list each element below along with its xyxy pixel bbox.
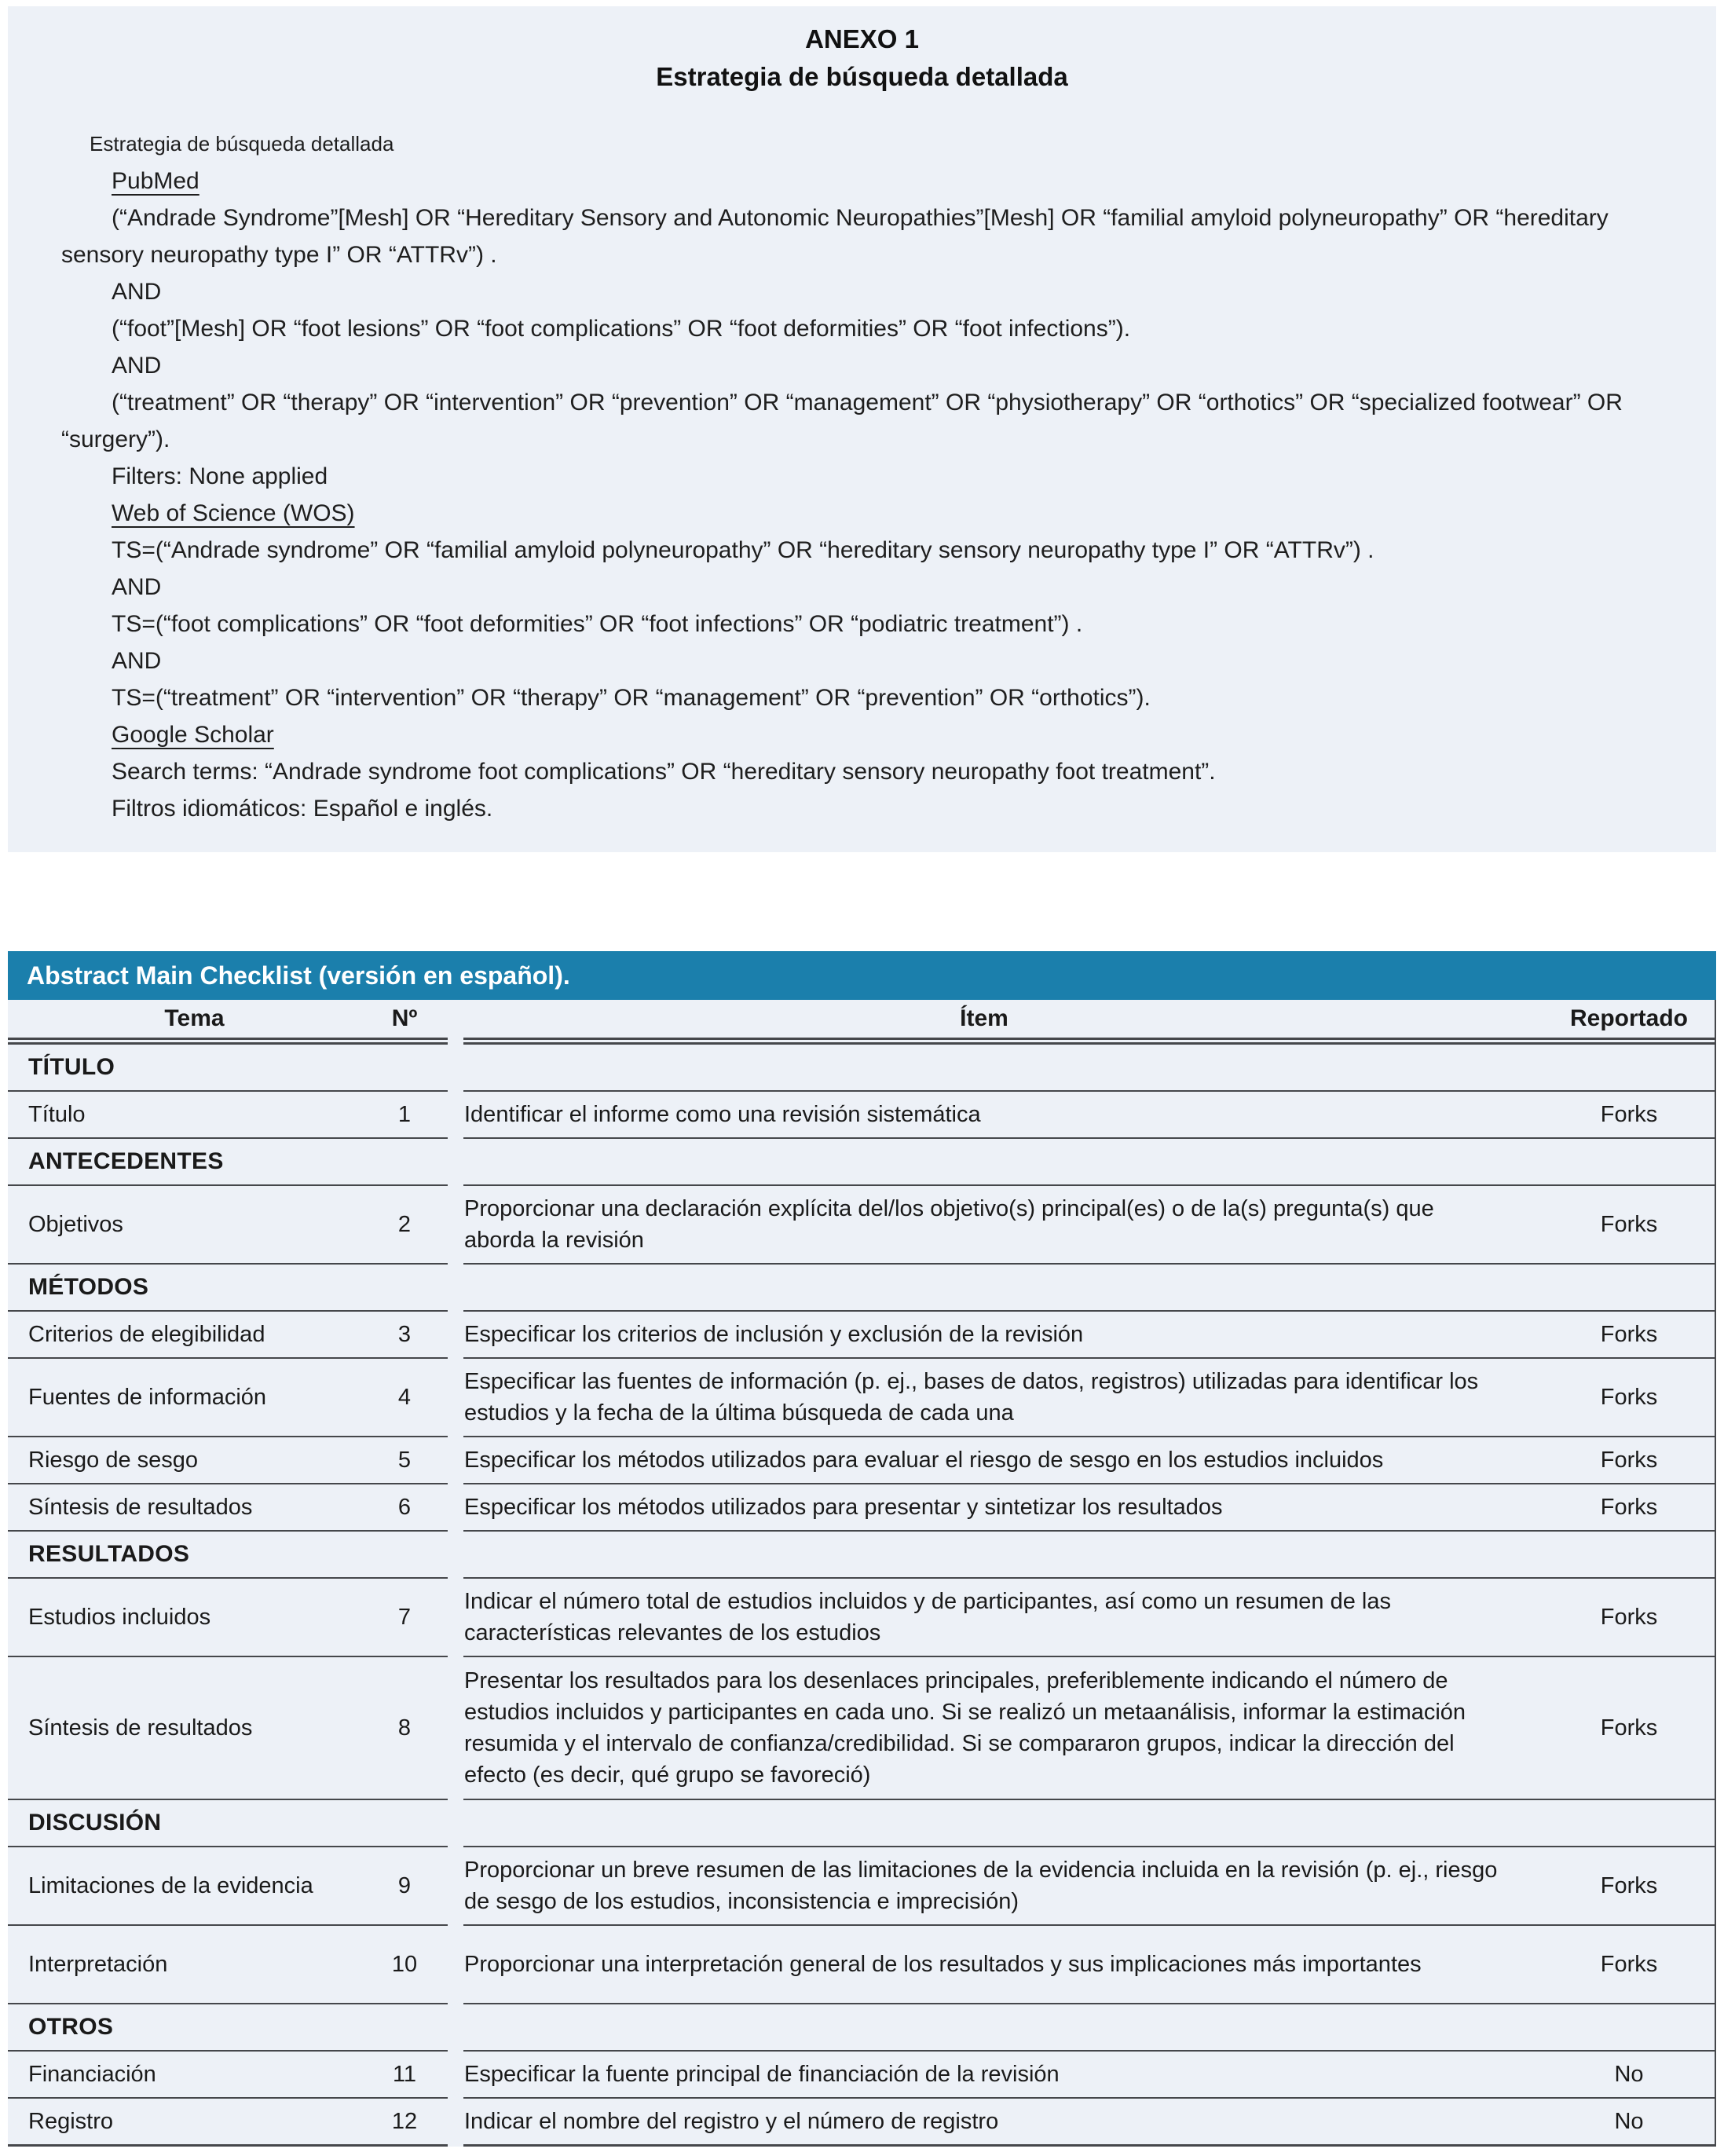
section-label: DISCUSIÓN [8,1799,448,1846]
section-row-titulo [8,1045,1715,1090]
column-header-tema: Tema [8,1000,361,1045]
strategy-caption: Estrategia de búsqueda detallada [90,132,394,156]
cell-item: Especificar la fuente principal de financiación de la revisión [463,2050,1543,2097]
table-row [8,1924,1715,2003]
column-spacer [448,1656,463,1799]
cell-reportado: Forks [1543,1310,1715,1357]
table-row [8,1184,1715,1263]
strategy-line: Filtros idiomáticos: Español e inglés. [112,796,493,822]
cell-item: Presentar los resultados para los desenlaces principales, preferiblemente indicando el número de estudios incluidos y participantes en cada uno. Si se realizó un metaanálisis, informar la estimación resumida y el intervalo de confianza/credibilidad. Si se compararon grupos, indicar la dirección del efecto (es decir, qué grupo se favoreció) [463,1656,1543,1799]
table-row [8,1483,1715,1530]
column-spacer [448,1530,463,1577]
cell-tema: Estudios incluidos [8,1577,361,1656]
table-row [8,1090,1715,1137]
column-spacer [448,1799,463,1846]
database-heading-wos: Web of Science (WOS) [112,500,355,526]
cell-item: Especificar las fuentes de información (p. ej., bases de datos, registros) utilizadas para identificar los estudios y la fecha de la última búsqueda de cada una [463,1357,1543,1436]
cell-tema: Financiación [8,2050,361,2097]
strategy-line: Search terms: “Andrade syndrome foot complications” OR “hereditary sensory neuropathy foot treatment”. [112,759,1216,785]
section-label: MÉTODOS [8,1263,448,1310]
strategy-line: (“treatment” OR “therapy” OR “intervention” OR “prevention” OR “management” OR “physiotherapy” OR “orthotics” OR “specialized footwear” OR “surgery”). [61,390,1623,452]
cell-num: 5 [361,1436,448,1483]
cell-num: 2 [361,1184,448,1263]
cell-reportado: No [1543,2050,1715,2097]
cell-reportado: Forks [1543,1090,1715,1137]
table-row [8,1577,1715,1656]
cell-tema: Interpretación [8,1924,361,2003]
strategy-line: TS=(“foot complications” OR “foot deformities” OR “foot infections” OR “podiatric treatment”) . [112,611,1083,637]
cell-num: 10 [361,1924,448,2003]
column-header-reportado: Reportado [1543,1000,1715,1045]
table-row [8,2097,1715,2147]
cell-num: 4 [361,1357,448,1436]
cell-num: 12 [361,2097,448,2147]
cell-reportado: No [1543,2097,1715,2147]
cell-item: Indicar el nombre del registro y el número de registro [463,2097,1543,2147]
cell-num: 9 [361,1846,448,1924]
strategy-line: AND [112,353,162,379]
cell-tema: Síntesis de resultados [8,1483,361,1530]
column-spacer [448,1137,463,1184]
section-row-otros [8,2003,1715,2050]
annex-title: ANEXO 1 [805,24,919,53]
cell-item: Proporcionar una interpretación general de los resultados y sus implicaciones más importantes [463,1924,1543,2003]
column-spacer [448,1577,463,1656]
column-spacer [448,1436,463,1483]
column-spacer [448,1483,463,1530]
strategy-line: TS=(“Andrade syndrome” OR “familial amyloid polyneuropathy” OR “hereditary sensory neuropathy type I” OR “ATTRv”) . [112,537,1374,563]
section-label: ANTECEDENTES [8,1137,448,1184]
cell-tema: Síntesis de resultados [8,1656,361,1799]
cell-tema: Criterios de elegibilidad [8,1310,361,1357]
section-label: RESULTADOS [8,1530,448,1577]
table-header-row [8,1000,1715,1045]
cell-num: 1 [361,1090,448,1137]
cell-item: Proporcionar un breve resumen de las limitaciones de la evidencia incluida en la revisión (p. ej., riesgo de sesgo de los estudios, inconsistencia e imprecisión) [463,1846,1543,1924]
column-spacer [448,2003,463,2050]
cell-reportado: Forks [1543,1656,1715,1799]
section-row-antecedentes [8,1137,1715,1184]
cell-item: Especificar los métodos utilizados para evaluar el riesgo de sesgo en los estudios incluidos [463,1436,1543,1483]
cell-reportado: Forks [1543,1436,1715,1483]
column-spacer [448,1846,463,1924]
cell-reportado: Forks [1543,1577,1715,1656]
cell-tema: Fuentes de información [8,1357,361,1436]
section-row-resultados [8,1530,1715,1577]
strategy-line [61,716,1685,753]
cell-reportado: Forks [1543,1483,1715,1530]
column-spacer [448,1045,463,1090]
column-spacer [448,1184,463,1263]
table-row [8,1357,1715,1436]
column-spacer [448,1263,463,1310]
column-spacer [448,1310,463,1357]
strategy-line: (“Andrade Syndrome”[Mesh] OR “Hereditary Sensory and Autonomic Neuropathies”[Mesh] OR “familial amyloid polyneuropathy” OR “hereditary sensory neuropathy type I” OR “ATTRv”) . [61,205,1609,268]
table-title-bar: Abstract Main Checklist (versión en español). [8,951,1716,1000]
cell-num: 8 [361,1656,448,1799]
section-label: OTROS [8,2003,448,2050]
cell-item: Indicar el número total de estudios incluidos y de participantes, así como un resumen de las características relevantes de los estudios [463,1577,1543,1656]
column-spacer [448,2097,463,2147]
annex-panel [8,6,1716,852]
column-spacer [448,1357,463,1436]
cell-item: Proporcionar una declaración explícita del/los objetivo(s) principal(es) o de la(s) pregunta(s) que aborda la revisión [463,1184,1543,1263]
cell-num: 7 [361,1577,448,1656]
cell-item: Especificar los métodos utilizados para presentar y sintetizar los resultados [463,1483,1543,1530]
strategy-line: TS=(“treatment” OR “intervention” OR “therapy” OR “management” OR “prevention” OR “orthotics”). [112,685,1151,711]
table-row [8,2050,1715,2097]
cell-tema: Título [8,1090,361,1137]
table-row [8,1846,1715,1924]
cell-item: Especificar los criterios de inclusión y exclusión de la revisión [463,1310,1543,1357]
database-heading-google-scholar: Google Scholar [112,722,274,748]
column-spacer [448,1000,463,1045]
cell-reportado: Forks [1543,1357,1715,1436]
section-row-discusion [8,1799,1715,1846]
strategy-line: AND [112,648,162,674]
cell-tema: Registro [8,2097,361,2147]
column-header-item: Ítem [463,1000,1543,1045]
annex-subtitle: Estrategia de búsqueda detallada [656,62,1068,91]
checklist-table [8,1000,1716,2147]
strategy-line: AND [112,279,162,305]
section-row-metodos [8,1263,1715,1310]
strategy-line [61,495,1685,532]
cell-num: 3 [361,1310,448,1357]
cell-tema: Riesgo de sesgo [8,1436,361,1483]
column-header-num: Nº [361,1000,448,1045]
search-strategy-block [36,126,1688,827]
cell-tema: Limitaciones de la evidencia [8,1846,361,1924]
strategy-line [61,163,1685,199]
strategy-line: AND [112,574,162,600]
cell-reportado: Forks [1543,1924,1715,2003]
cell-reportado: Forks [1543,1846,1715,1924]
strategy-line: Filters: None applied [112,463,328,489]
cell-item: Identificar el informe como una revisión sistemática [463,1090,1543,1137]
cell-tema: Objetivos [8,1184,361,1263]
column-spacer [448,2050,463,2097]
strategy-line: (“foot”[Mesh] OR “foot lesions” OR “foot complications” OR “foot deformities” OR “foot infections”). [112,316,1131,342]
table-row [8,1310,1715,1357]
table-row [8,1656,1715,1799]
column-spacer [448,1924,463,2003]
section-label: TÍTULO [28,1054,115,1080]
cell-reportado: Forks [1543,1184,1715,1263]
cell-num: 6 [361,1483,448,1530]
column-spacer [448,1090,463,1137]
table-row [8,1436,1715,1483]
cell-num: 11 [361,2050,448,2097]
database-heading-pubmed: PubMed [112,168,199,194]
